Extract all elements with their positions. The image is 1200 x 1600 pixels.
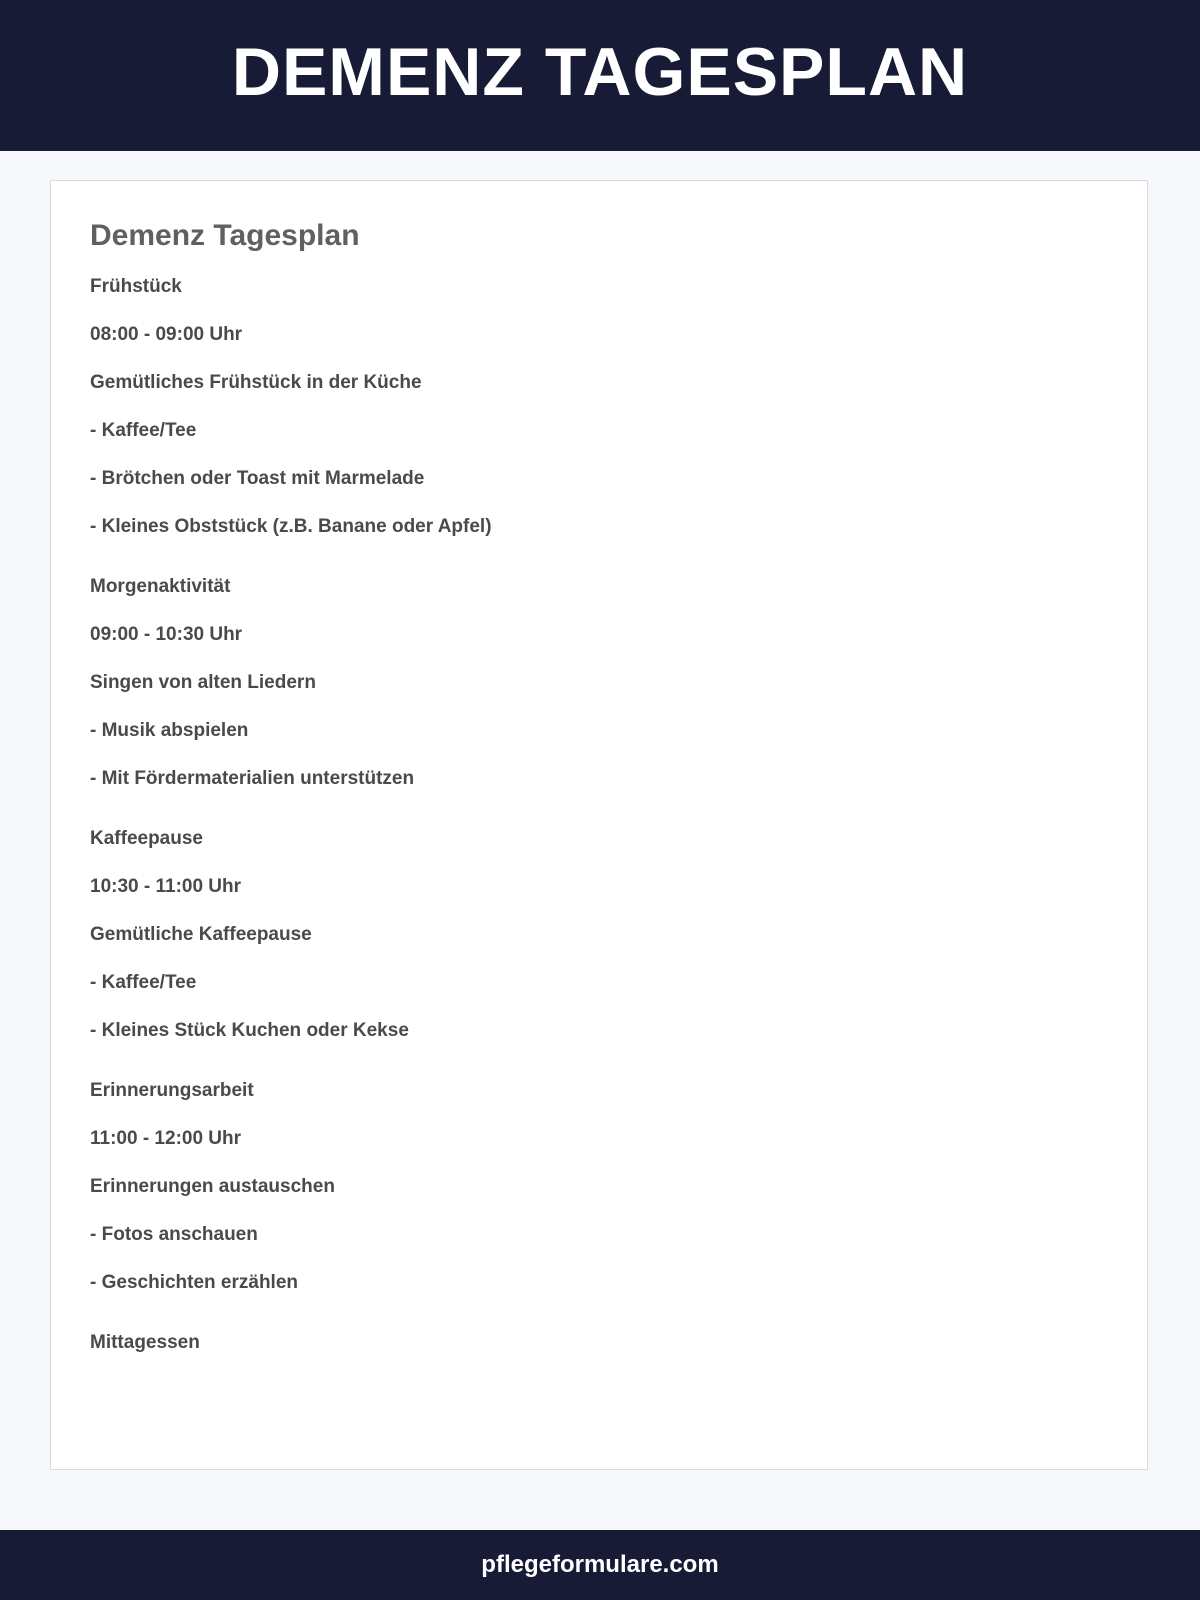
document-title: Demenz Tagesplan — [90, 219, 360, 252]
section-time: 08:00 - 09:00 Uhr — [90, 324, 243, 345]
section-item: - Mit Fördermaterialien unterstützen — [90, 768, 415, 789]
section-description: Gemütliches Frühstück in der Küche — [90, 372, 422, 393]
page-header — [0, 0, 1200, 151]
page-title: DEMENZ TAGESPLAN — [231, 33, 969, 110]
section-time: 09:00 - 10:30 Uhr — [90, 624, 243, 645]
section-item: - Kaffee/Tee — [90, 972, 197, 993]
section-name: Frühstück — [90, 276, 182, 297]
section-item: - Musik abspielen — [90, 720, 249, 741]
section-item: - Kleines Obststück (z.B. Banane oder Apfel) — [90, 516, 492, 537]
section-item: - Fotos anschauen — [90, 1224, 258, 1245]
section-name: Morgenaktivität — [90, 576, 231, 597]
section-time: 11:00 - 12:00 Uhr — [90, 1128, 242, 1149]
section-item: - Kleines Stück Kuchen oder Kekse — [90, 1020, 409, 1041]
section-name: Erinnerungsarbeit — [90, 1080, 254, 1101]
section-description: Gemütliche Kaffeepause — [90, 924, 312, 945]
section-time: 10:30 - 11:00 Uhr — [90, 876, 242, 897]
section-description: Erinnerungen austauschen — [90, 1176, 335, 1197]
section-name: Kaffeepause — [90, 828, 203, 849]
section-name: Mittagessen — [90, 1332, 200, 1353]
section-item: - Geschichten erzählen — [90, 1272, 299, 1293]
section-item: - Brötchen oder Toast mit Marmelade — [90, 468, 425, 489]
section-item: - Kaffee/Tee — [90, 420, 197, 441]
section-description: Singen von alten Liedern — [90, 672, 316, 693]
document-card — [50, 180, 1148, 1470]
footer-site-name: pflegeformulare.com — [481, 1551, 719, 1578]
page-footer — [0, 1530, 1200, 1600]
